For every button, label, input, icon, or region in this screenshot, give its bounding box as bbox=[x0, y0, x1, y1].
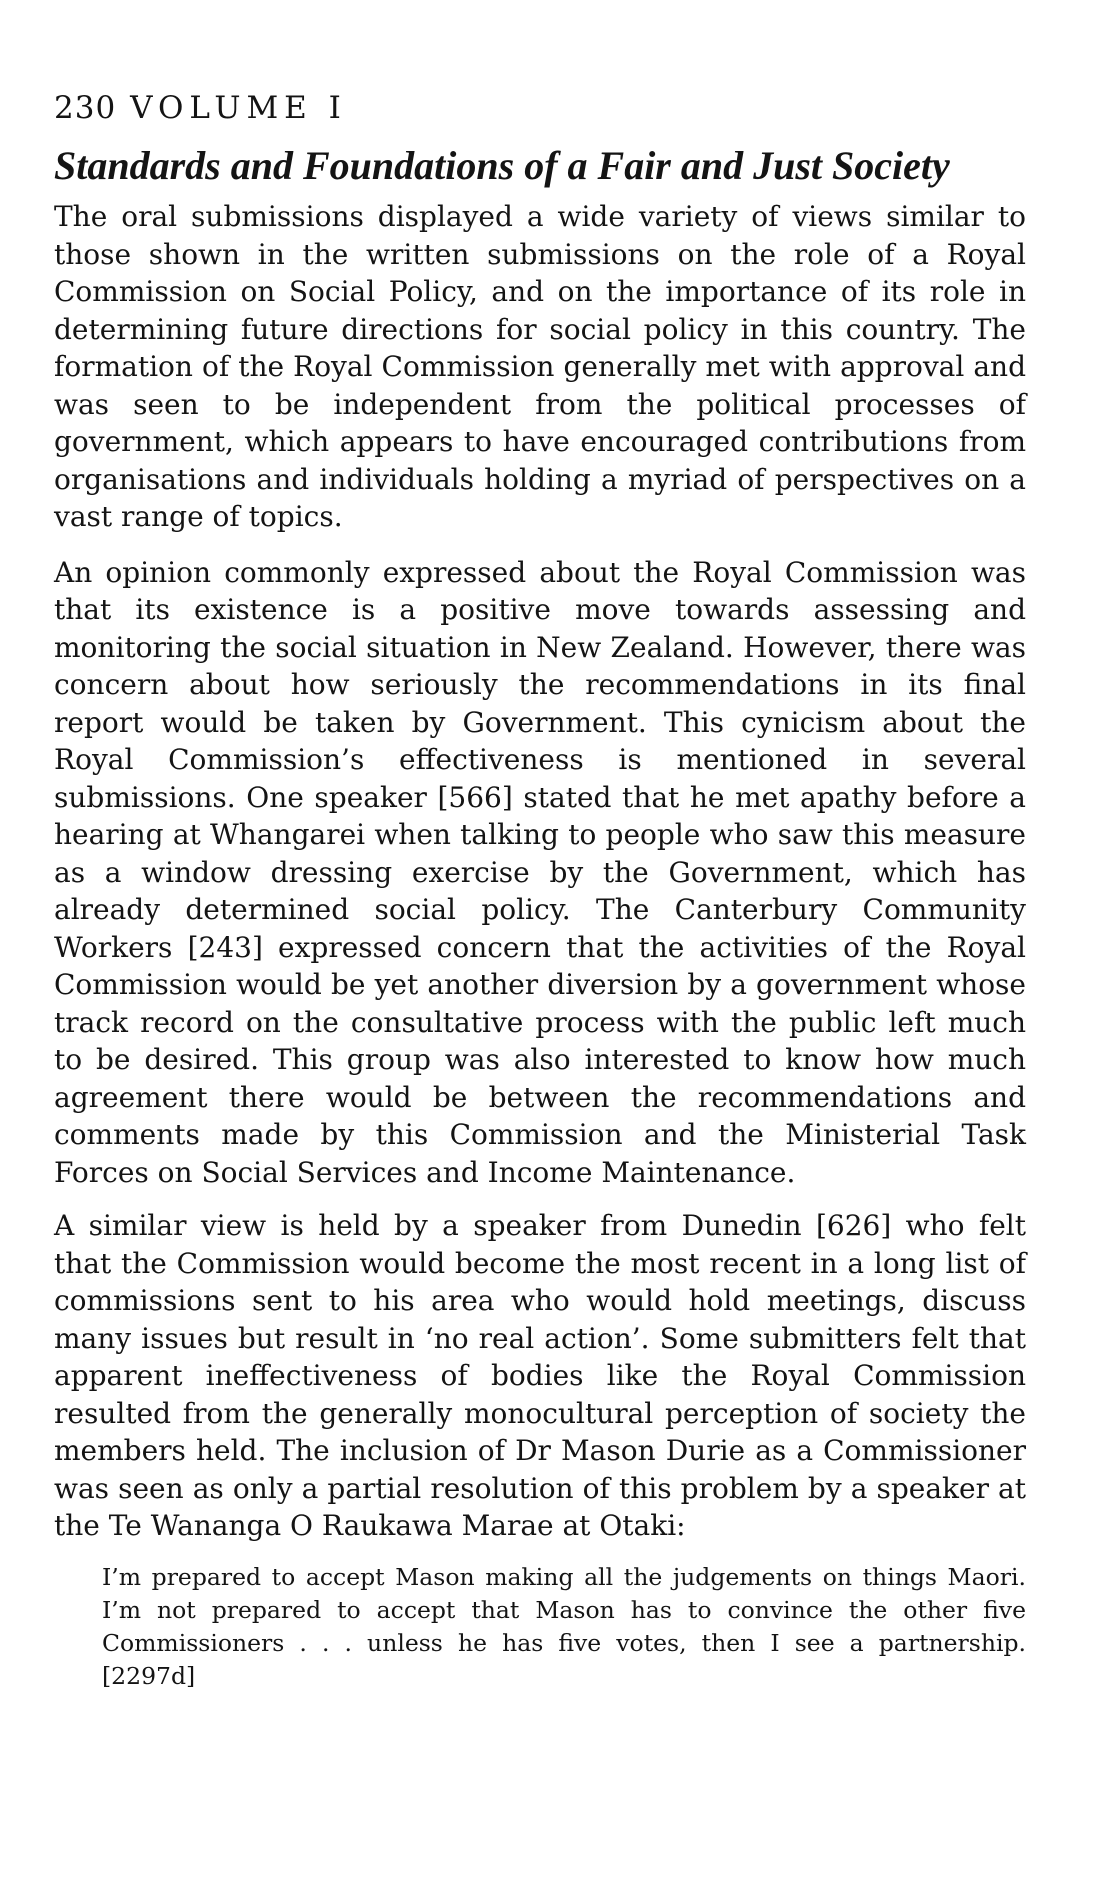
body-paragraph: The oral submissions displayed a wide variety of views similar to those shown in the written submissions on the role of a Royal Commission on Social Policy, and on the importance of its role in determining future directions for social policy in this country. The formation of the Royal Commission generally met with approval and was seen to be independent from the political processes of government, which appears to have encouraged contributions from organisations and individuals holding a myriad of perspectives on a vast range of topics. bbox=[54, 200, 1026, 533]
page-number: 230 bbox=[54, 90, 117, 126]
body-paragraph: A similar view is held by a speaker from Dunedin [626] who felt that the Commission would become the most recent in a long list of commissions sent to his area who would hold meetings, discuss many issues but result in ‘no real action’. Some submitters felt that apparent ineffectiveness of bodies like the Royal Commission resulted from the generally monocultural perception of society the members held. The inclusion of Dr Mason Durie as a Commissioner was seen as only a partial resolution of this problem by a speaker at the Te Wananga O Raukawa Marae at Otaki: bbox=[54, 1209, 1026, 1542]
volume-label: VOLUME I bbox=[130, 90, 347, 126]
block-quote: I’m prepared to accept Mason making all the judgements on things Maori. I’m not prepared to accept that Mason has to convince the other five Commissioners . . . unless he has five votes, then I see a partnership. [2297d] bbox=[102, 1562, 1026, 1690]
section-title: Standards and Foundations of a Fair and Just Society bbox=[54, 143, 950, 188]
running-head bbox=[54, 88, 1026, 128]
body-paragraph: An opinion commonly expressed about the Royal Commission was that its existence is a positive move towards assessing and monitoring the social situation in New Zealand. However, there was concern about how seriously the recommendations in its final report would be taken by Government. This cynicism about the Royal Commission’s effectiveness is mentioned in several submissions. One speaker [566] stated that he met apathy before a hearing at Whangarei when talking to people who saw this measure as a window dressing exercise by the Government, which has already determined social policy. The Canterbury Community Workers [243] expressed concern that the activities of the Royal Commission would be yet another diversion by a government whose track record on the consultative process with the public left much to be desired. This group was also interested to know how much agreement there would be between the recommendations and comments made by this Commission and the Ministerial Task Forces on Social Services and Income Maintenance. bbox=[54, 555, 1026, 1189]
document-page bbox=[54, 88, 1026, 1693]
